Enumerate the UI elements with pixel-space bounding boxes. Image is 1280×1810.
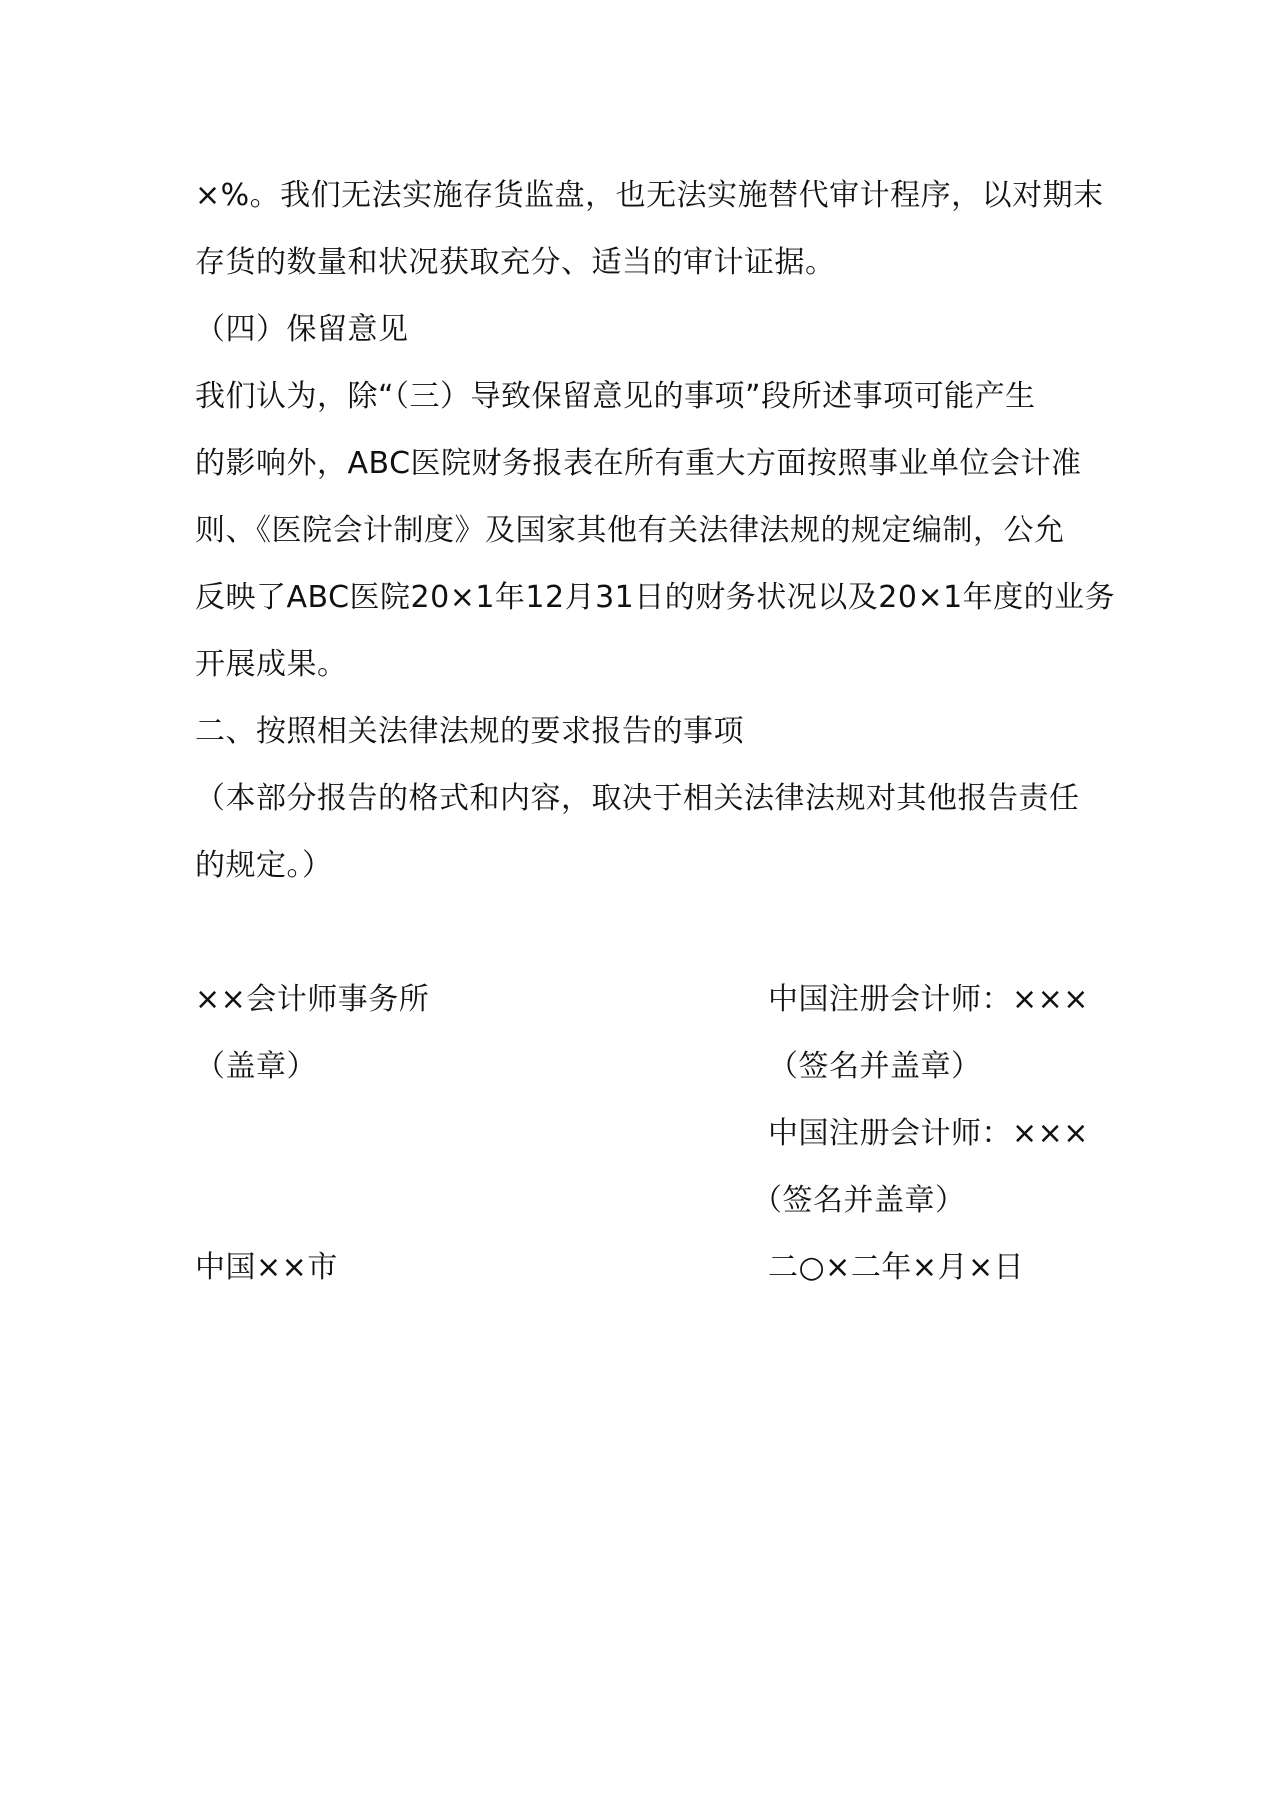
paragraph-line: 的影响外，ABC医院财务报表在所有重大方面按照事业单位会计准 bbox=[195, 446, 1082, 481]
paragraph-line: ×%。我们无法实施存货监盘，也无法实施替代审计程序，以对期末 bbox=[195, 178, 1104, 213]
paragraph-line: 反映了ABC医院20×1年12月31日的财务状况以及20×1年度的业务 bbox=[195, 580, 1116, 615]
section-heading: 二、按照相关法律法规的要求报告的事项 bbox=[195, 714, 744, 749]
paragraph-line: （本部分报告的格式和内容，取决于相关法律法规对其他报告责任 bbox=[195, 781, 1080, 816]
cpa-sign-note-1: （签名并盖章） bbox=[768, 1049, 982, 1084]
cpa-name-2: 中国注册会计师：××× bbox=[768, 1116, 1089, 1151]
cpa-name-1: 中国注册会计师：××× bbox=[768, 982, 1089, 1017]
firm-seal-note: （盖章） bbox=[195, 1049, 317, 1084]
report-city: 中国××市 bbox=[195, 1250, 338, 1285]
firm-name: ××会计师事务所 bbox=[195, 982, 430, 1017]
paragraph-line: 存货的数量和状况获取充分、适当的审计证据。 bbox=[195, 245, 836, 280]
paragraph-line: 开展成果。 bbox=[195, 647, 348, 682]
paragraph-line: 我们认为，除“（三）导致保留意见的事项”段所述事项可能产生 bbox=[195, 379, 1036, 414]
section-heading: （四）保留意见 bbox=[195, 312, 409, 347]
cpa-sign-note-2: （签名并盖章） bbox=[752, 1183, 966, 1218]
paragraph-line: 的规定。） bbox=[195, 848, 333, 883]
paragraph-line: 则、《医院会计制度》及国家其他有关法律法规的规定编制，公允 bbox=[195, 513, 1065, 548]
report-date: 二○×二年×月×日 bbox=[768, 1250, 1025, 1285]
